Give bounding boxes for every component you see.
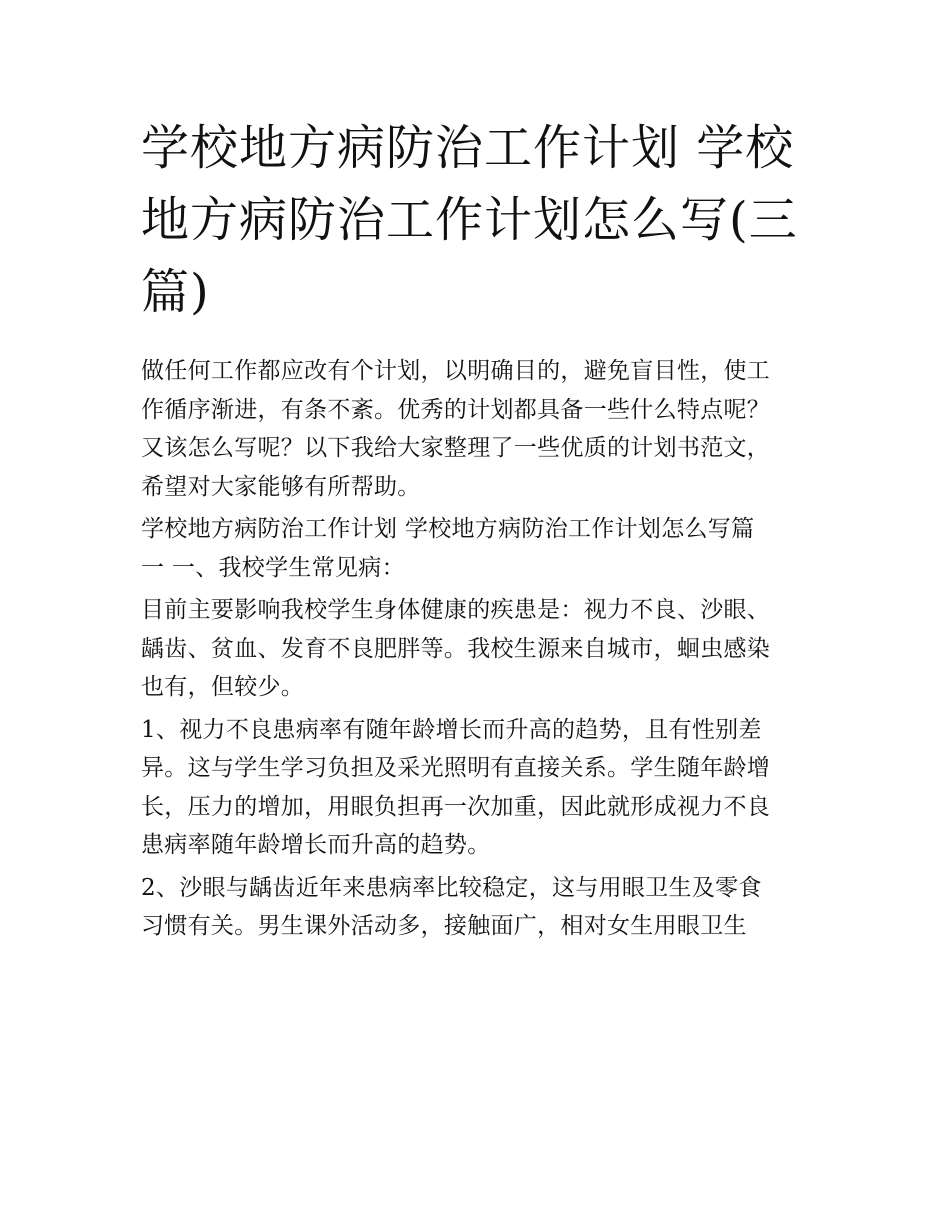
- text-line: 做任何工作都应改有个计划，以明确目的，避免盲目性，使工: [141, 358, 771, 384]
- text-line: 一 一、我校学生常见病：: [141, 554, 405, 581]
- title-line: 学校地方病防治工作计划 学校: [141, 120, 795, 176]
- section-heading-paragraph: [141, 510, 813, 587]
- vision-paragraph: [141, 711, 813, 865]
- document-page: [141, 112, 813, 946]
- title-line: 篇): [141, 264, 210, 320]
- trachoma-caries-paragraph: [141, 869, 813, 946]
- text-line: 异。这与学生学习负担及采光照明有直接关系。学生随年龄增: [141, 755, 771, 781]
- text-line: 作循序渐进，有条不紊。优秀的计划都具备一些什么特点呢？: [141, 396, 771, 423]
- text-line: 2、沙眼与龋齿近年来患病率比较稳定，这与用眼卫生及零食: [141, 874, 762, 901]
- text-line: 希望对大家能够有所帮助。: [141, 473, 421, 500]
- document-body: [141, 352, 813, 946]
- text-line: 1、视力不良患病率有随年龄增长而升高的趋势，且有性别差: [141, 716, 762, 743]
- text-line: 龋齿、贫血、发育不良肥胖等。我校生源来自城市，蛔虫感染: [141, 635, 771, 662]
- intro-paragraph: [141, 352, 813, 506]
- text-line: 患病率随年龄增长而升高的趋势。: [141, 832, 491, 858]
- text-line: 目前主要影响我校学生身体健康的疾患是：视力不良、沙眼、: [141, 597, 771, 623]
- text-line: 习惯有关。男生课外活动多，接触面广，相对女生用眼卫生: [141, 913, 747, 939]
- document-title: [141, 112, 813, 328]
- common-diseases-paragraph: [141, 591, 813, 707]
- text-line: 长，压力的增加，用眼负担再一次加重，因此就形成视力不良: [141, 793, 771, 820]
- text-line: 也有，但较少。: [141, 674, 305, 700]
- title-line: 地方病防治工作计划怎么写(三: [141, 192, 798, 248]
- text-line: 又该怎么写呢？以下我给大家整理了一些优质的计划书范文，: [141, 435, 771, 461]
- text-line: 学校地方病防治工作计划 学校地方病防治工作计划怎么写篇: [141, 516, 755, 542]
